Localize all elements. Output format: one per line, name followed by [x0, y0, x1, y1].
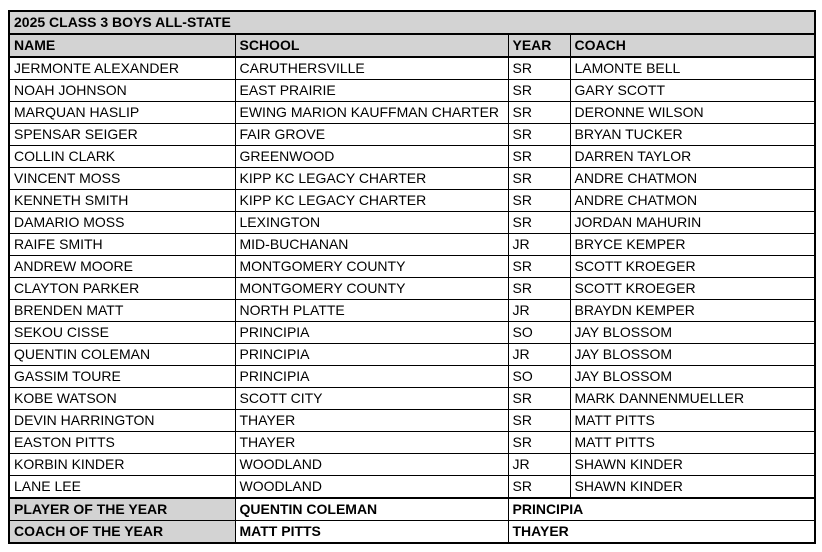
player-year-cell: SO	[508, 322, 570, 344]
table-row	[9, 432, 815, 454]
player-coach-cell: BRYCE KEMPER	[570, 234, 815, 256]
table-row	[9, 322, 815, 344]
player-year-cell: SR	[508, 256, 570, 278]
column-header-name: NAME	[9, 34, 235, 57]
player-coach-cell: SHAWN KINDER	[570, 476, 815, 499]
player-year-cell: JR	[508, 344, 570, 366]
player-year-cell: SR	[508, 410, 570, 432]
table-row	[9, 300, 815, 322]
coach-of-year-name: MATT PITTS	[235, 521, 508, 544]
player-name-cell: RAIFE SMITH	[9, 234, 235, 256]
table-row	[9, 80, 815, 102]
table-row	[9, 146, 815, 168]
table-row	[9, 366, 815, 388]
player-year-cell: SR	[508, 80, 570, 102]
player-name-cell: CLAYTON PARKER	[9, 278, 235, 300]
player-name-cell: VINCENT MOSS	[9, 168, 235, 190]
column-header-school: SCHOOL	[235, 34, 508, 57]
player-coach-cell: JAY BLOSSOM	[570, 322, 815, 344]
column-header-row	[9, 34, 815, 57]
player-school-cell: NORTH PLATTE	[235, 300, 508, 322]
player-coach-cell: JAY BLOSSOM	[570, 366, 815, 388]
player-coach-cell: SHAWN KINDER	[570, 454, 815, 476]
player-name-cell: MARQUAN HASLIP	[9, 102, 235, 124]
player-name-cell: KENNETH SMITH	[9, 190, 235, 212]
player-of-year-row	[9, 498, 815, 521]
player-year-cell: SR	[508, 278, 570, 300]
player-school-cell: MID-BUCHANAN	[235, 234, 508, 256]
player-school-cell: WOODLAND	[235, 454, 508, 476]
player-coach-cell: BRYAN TUCKER	[570, 124, 815, 146]
table-row	[9, 454, 815, 476]
player-school-cell: KIPP KC LEGACY CHARTER	[235, 168, 508, 190]
player-year-cell: SR	[508, 212, 570, 234]
player-name-cell: SEKOU CISSE	[9, 322, 235, 344]
player-year-cell: SO	[508, 366, 570, 388]
player-coach-cell: DERONNE WILSON	[570, 102, 815, 124]
table-row	[9, 168, 815, 190]
table-row	[9, 278, 815, 300]
player-school-cell: CARUTHERSVILLE	[235, 57, 508, 80]
player-year-cell: JR	[508, 300, 570, 322]
player-year-cell: SR	[508, 388, 570, 410]
player-name-cell: NOAH JOHNSON	[9, 80, 235, 102]
player-school-cell: SCOTT CITY	[235, 388, 508, 410]
table-row	[9, 57, 815, 80]
player-of-year-name: QUENTIN COLEMAN	[235, 498, 508, 521]
player-of-year-school: PRINCIPIA	[508, 498, 815, 521]
player-coach-cell: JAY BLOSSOM	[570, 344, 815, 366]
player-coach-cell: ANDRE CHATMON	[570, 190, 815, 212]
player-year-cell: SR	[508, 124, 570, 146]
player-coach-cell: ANDRE CHATMON	[570, 168, 815, 190]
player-coach-cell: DARREN TAYLOR	[570, 146, 815, 168]
player-year-cell: SR	[508, 432, 570, 454]
player-school-cell: THAYER	[235, 432, 508, 454]
player-coach-cell: SCOTT KROEGER	[570, 278, 815, 300]
player-school-cell: LEXINGTON	[235, 212, 508, 234]
player-year-cell: SR	[508, 476, 570, 499]
player-school-cell: FAIR GROVE	[235, 124, 508, 146]
table-row	[9, 476, 815, 499]
table-title-row	[9, 11, 815, 34]
player-name-cell: DEVIN HARRINGTON	[9, 410, 235, 432]
player-year-cell: JR	[508, 234, 570, 256]
table-row	[9, 234, 815, 256]
player-school-cell: KIPP KC LEGACY CHARTER	[235, 190, 508, 212]
table-row	[9, 388, 815, 410]
player-year-cell: SR	[508, 102, 570, 124]
player-name-cell: KOBE WATSON	[9, 388, 235, 410]
coach-of-year-label: COACH OF THE YEAR	[9, 521, 235, 544]
player-year-cell: SR	[508, 168, 570, 190]
player-coach-cell: MATT PITTS	[570, 432, 815, 454]
table-title: 2025 CLASS 3 BOYS ALL-STATE	[9, 11, 815, 34]
column-header-year: YEAR	[508, 34, 570, 57]
player-year-cell: SR	[508, 57, 570, 80]
player-coach-cell: GARY SCOTT	[570, 80, 815, 102]
column-header-coach: COACH	[570, 34, 815, 57]
table-row	[9, 190, 815, 212]
player-name-cell: GASSIM TOURE	[9, 366, 235, 388]
player-school-cell: GREENWOOD	[235, 146, 508, 168]
player-name-cell: SPENSAR SEIGER	[9, 124, 235, 146]
player-of-year-label: PLAYER OF THE YEAR	[9, 498, 235, 521]
player-name-cell: COLLIN CLARK	[9, 146, 235, 168]
coach-of-year-school: THAYER	[508, 521, 815, 544]
player-coach-cell: SCOTT KROEGER	[570, 256, 815, 278]
table-row	[9, 410, 815, 432]
player-name-cell: LANE LEE	[9, 476, 235, 499]
player-school-cell: EWING MARION KAUFFMAN CHARTER	[235, 102, 508, 124]
table-row	[9, 102, 815, 124]
player-name-cell: DAMARIO MOSS	[9, 212, 235, 234]
player-name-cell: JERMONTE ALEXANDER	[9, 57, 235, 80]
player-school-cell: PRINCIPIA	[235, 344, 508, 366]
player-year-cell: JR	[508, 454, 570, 476]
player-school-cell: WOODLAND	[235, 476, 508, 499]
player-school-cell: EAST PRAIRIE	[235, 80, 508, 102]
player-name-cell: EASTON PITTS	[9, 432, 235, 454]
player-coach-cell: BRAYDN KEMPER	[570, 300, 815, 322]
table-row	[9, 344, 815, 366]
player-coach-cell: JORDAN MAHURIN	[570, 212, 815, 234]
coach-of-year-row	[9, 521, 815, 544]
player-year-cell: SR	[508, 146, 570, 168]
table-row	[9, 256, 815, 278]
player-coach-cell: LAMONTE BELL	[570, 57, 815, 80]
player-name-cell: ANDREW MOORE	[9, 256, 235, 278]
all-state-table	[8, 10, 816, 544]
player-name-cell: KORBIN KINDER	[9, 454, 235, 476]
player-school-cell: PRINCIPIA	[235, 366, 508, 388]
player-coach-cell: MARK DANNENMUELLER	[570, 388, 815, 410]
table-row	[9, 124, 815, 146]
player-school-cell: MONTGOMERY COUNTY	[235, 278, 508, 300]
player-school-cell: PRINCIPIA	[235, 322, 508, 344]
player-coach-cell: MATT PITTS	[570, 410, 815, 432]
table-row	[9, 212, 815, 234]
player-year-cell: SR	[508, 190, 570, 212]
player-school-cell: MONTGOMERY COUNTY	[235, 256, 508, 278]
player-name-cell: BRENDEN MATT	[9, 300, 235, 322]
player-school-cell: THAYER	[235, 410, 508, 432]
player-name-cell: QUENTIN COLEMAN	[9, 344, 235, 366]
